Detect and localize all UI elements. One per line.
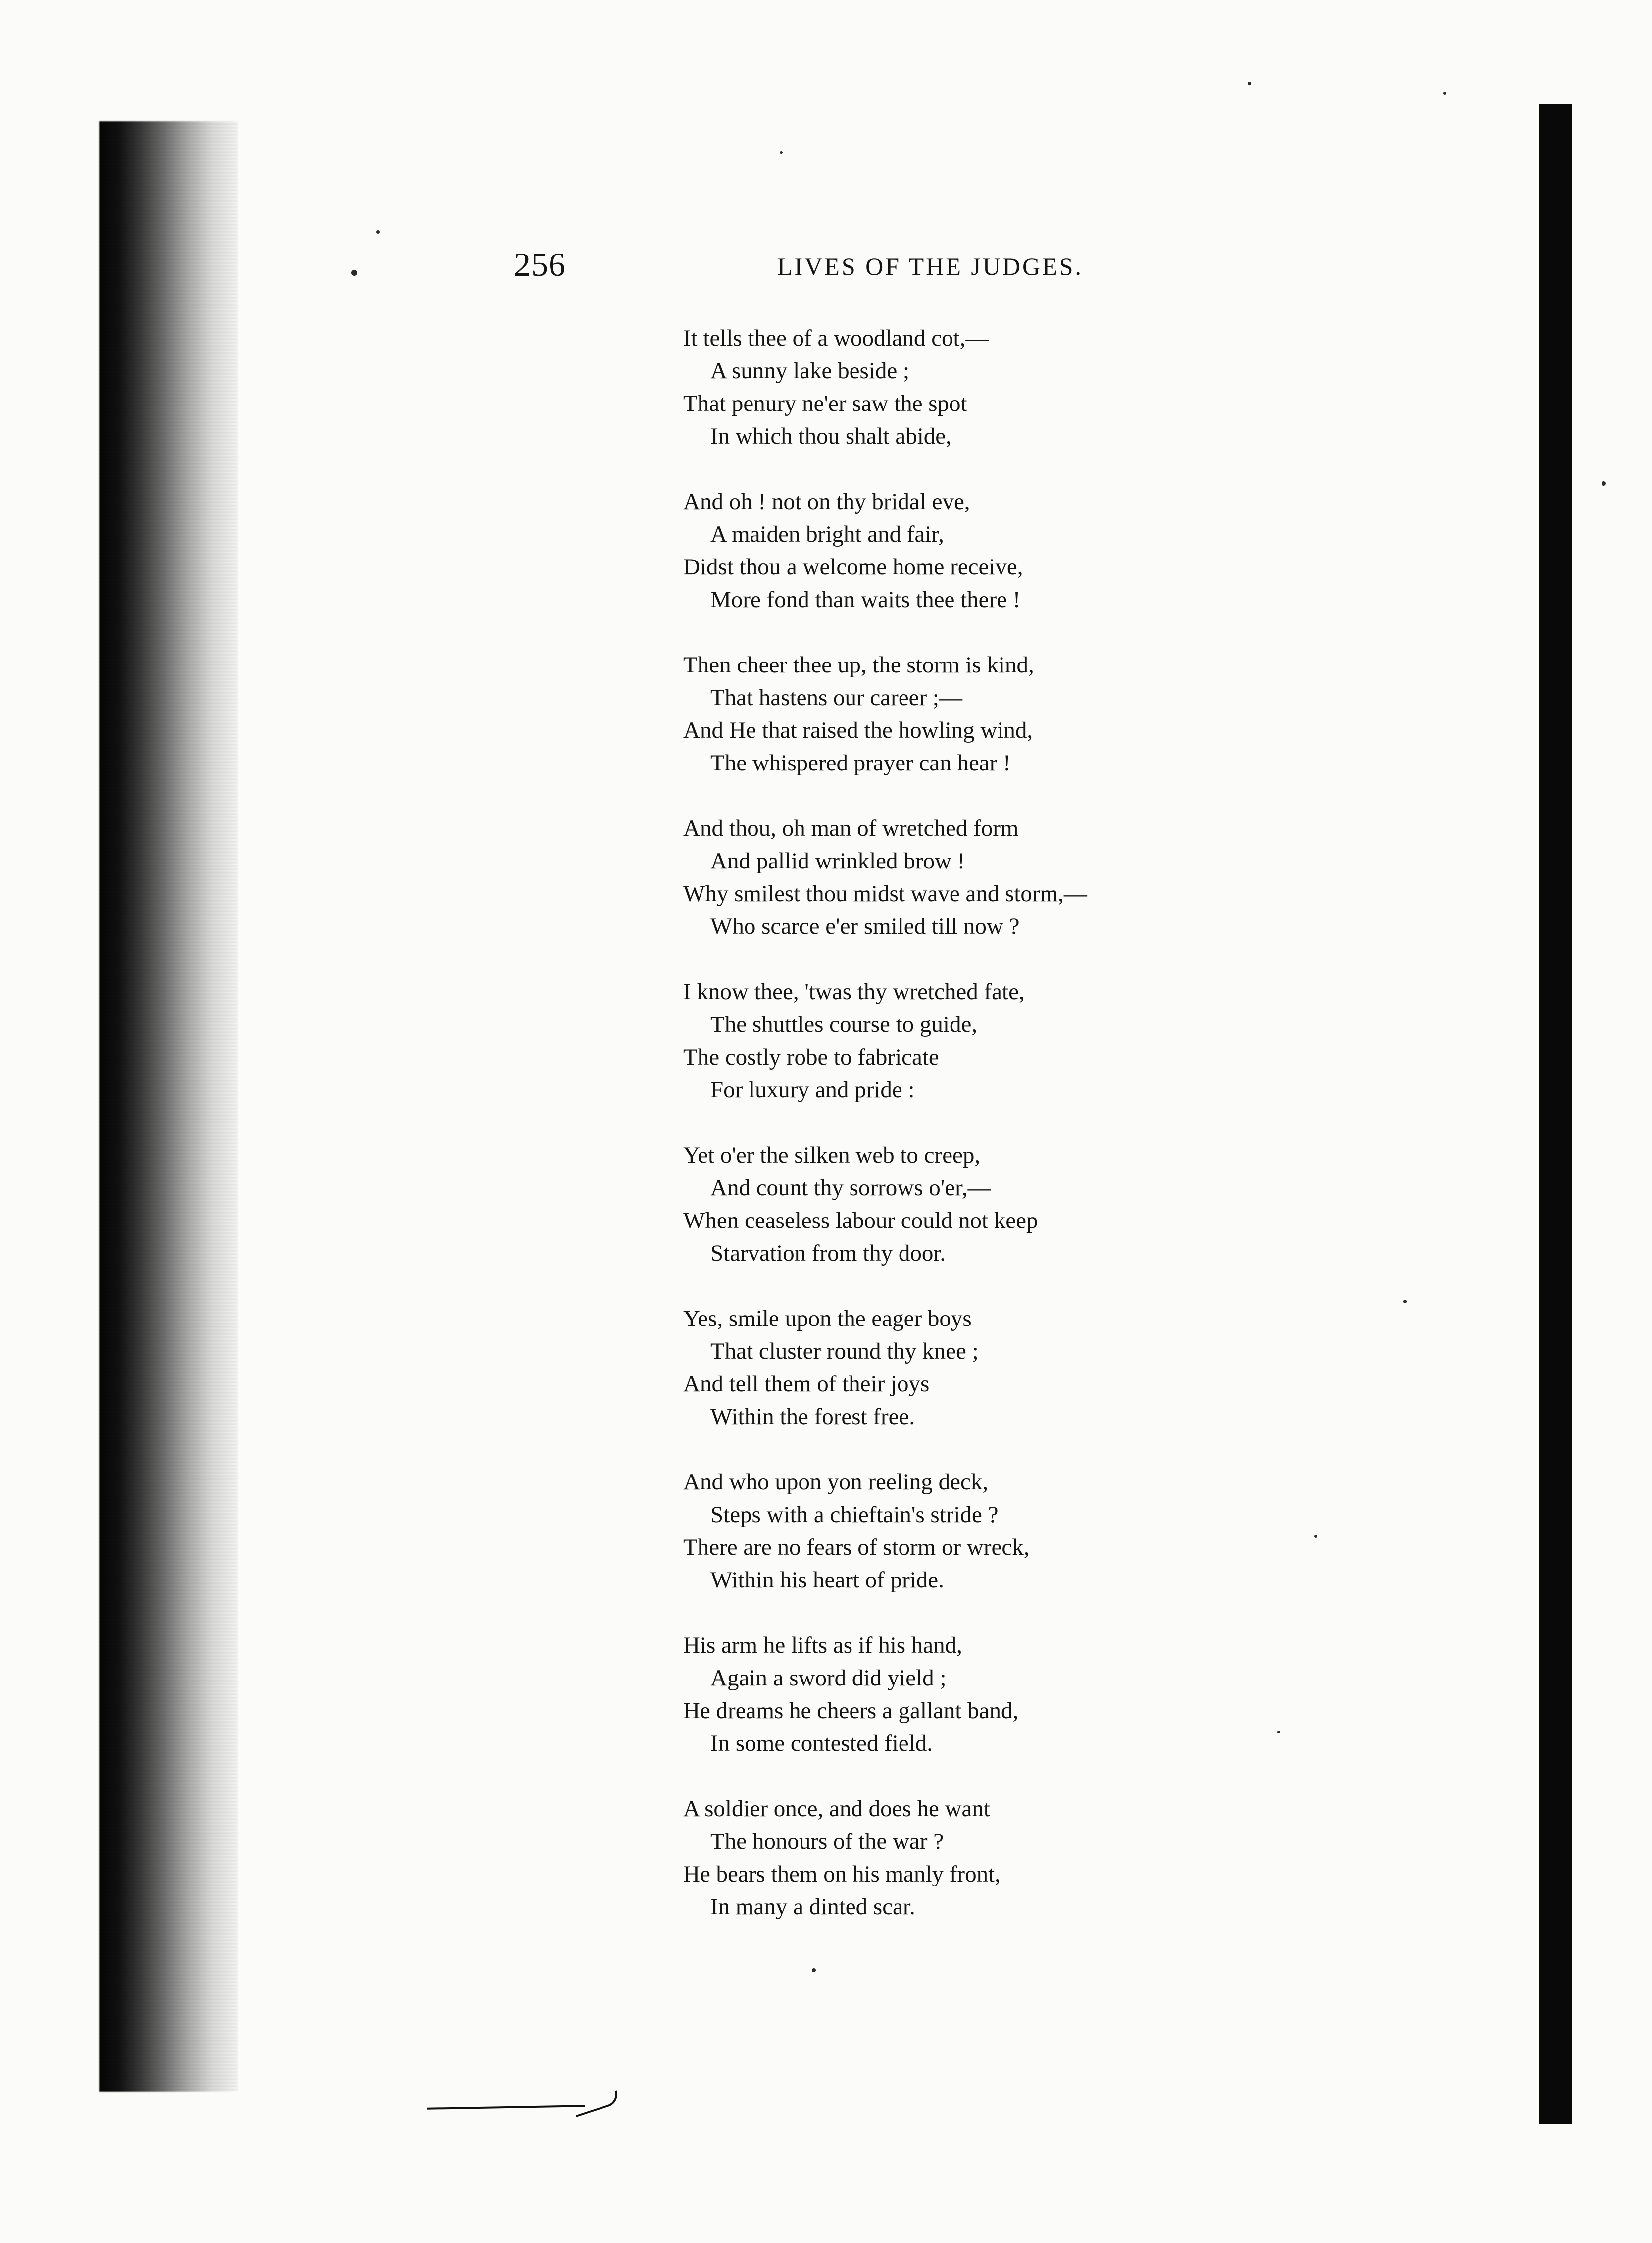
poem-line: Steps with a chieftain's stride ? xyxy=(710,1502,999,1528)
paper-speck xyxy=(1602,481,1606,486)
poem-line: For luxury and pride : xyxy=(710,1077,915,1103)
poem-line: Then cheer thee up, the storm is kind, xyxy=(683,652,1034,678)
paper-speck xyxy=(1248,82,1251,85)
poem-line: A soldier once, and does he want xyxy=(683,1796,990,1822)
page-header xyxy=(514,248,1167,302)
poem-line: He bears them on his manly front, xyxy=(683,1861,1001,1887)
poem-text xyxy=(683,322,1252,1956)
paper-speck xyxy=(351,270,357,276)
stanza-10 xyxy=(683,1792,1252,1923)
poem-line: And count thy sorrows o'er,— xyxy=(710,1175,991,1201)
paper-speck xyxy=(780,151,783,154)
ink-mark xyxy=(427,2097,620,2117)
poem-line: In many a dinted scar. xyxy=(710,1894,915,1920)
stanza-6 xyxy=(683,1139,1252,1270)
poem-line: In some contested field. xyxy=(710,1731,933,1756)
poem-line: The whispered prayer can hear ! xyxy=(710,750,1011,776)
poem-line: Didst thou a welcome home receive, xyxy=(683,554,1023,580)
poem-line: Yet o'er the silken web to creep, xyxy=(683,1142,981,1168)
poem-line: And oh ! not on thy bridal eve, xyxy=(683,489,970,514)
paper-speck xyxy=(1277,1731,1280,1733)
poem-line: That cluster round thy knee ; xyxy=(710,1338,979,1364)
poem-line: And thou, oh man of wretched form xyxy=(683,816,1019,841)
poem-line: More fond than waits thee there ! xyxy=(710,587,1021,612)
poem-line: A sunny lake beside ; xyxy=(710,358,910,384)
poem-line: His arm he lifts as if his hand, xyxy=(683,1632,962,1658)
stanza-9 xyxy=(683,1629,1252,1760)
poem-line: And He that raised the howling wind, xyxy=(683,717,1033,743)
paper-speck xyxy=(1314,1535,1317,1538)
poem-line: When ceaseless labour could not keep xyxy=(683,1208,1038,1233)
paper-speck xyxy=(376,230,380,234)
paper-speck xyxy=(1403,1300,1407,1303)
poem-line: The shuttles course to guide, xyxy=(710,1012,978,1037)
page-number: 256 xyxy=(514,246,566,283)
binding-shadow xyxy=(99,121,238,2092)
stanza-7 xyxy=(683,1302,1252,1433)
poem-line: A maiden bright and fair, xyxy=(710,521,944,547)
paper-speck xyxy=(1443,92,1446,95)
poem-line: There are no fears of storm or wreck, xyxy=(683,1534,1030,1560)
poem-line: That penury ne'er saw the spot xyxy=(683,391,967,416)
stanza-2 xyxy=(683,485,1252,616)
stanza-5 xyxy=(683,975,1252,1106)
running-head: LIVES OF THE JUDGES. xyxy=(777,253,1083,280)
poem-line: I know thee, 'twas thy wretched fate, xyxy=(683,979,1025,1005)
poem-line: He dreams he cheers a gallant band, xyxy=(683,1698,1019,1724)
poem-line: The costly robe to fabricate xyxy=(683,1044,939,1070)
paper-speck xyxy=(812,1968,816,1972)
stanza-1 xyxy=(683,322,1252,453)
poem-line: In which thou shalt abide, xyxy=(710,423,951,449)
poem-line: And who upon yon reeling deck, xyxy=(683,1469,989,1495)
poem-line: Why smilest thou midst wave and storm,— xyxy=(683,881,1087,907)
poem-line: The honours of the war ? xyxy=(710,1829,944,1854)
poem-line: Yes, smile upon the eager boys xyxy=(683,1306,972,1331)
stanza-4 xyxy=(683,812,1252,943)
poem-line: That hastens our career ;— xyxy=(710,685,962,711)
stanza-8 xyxy=(683,1466,1252,1596)
poem-line: Who scarce e'er smiled till now ? xyxy=(710,914,1020,939)
poem-line: Within the forest free. xyxy=(710,1404,915,1429)
poem-line: It tells thee of a woodland cot,— xyxy=(683,325,989,351)
poem-line: Starvation from thy door. xyxy=(710,1240,946,1266)
stanza-3 xyxy=(683,649,1252,779)
poem-line: And tell them of their joys xyxy=(683,1371,930,1397)
poem-line: Again a sword did yield ; xyxy=(710,1665,947,1691)
page-edge-shadow xyxy=(1539,104,1572,2124)
poem-line: Within his heart of pride. xyxy=(710,1567,944,1593)
poem-line: And pallid wrinkled brow ! xyxy=(710,848,965,874)
